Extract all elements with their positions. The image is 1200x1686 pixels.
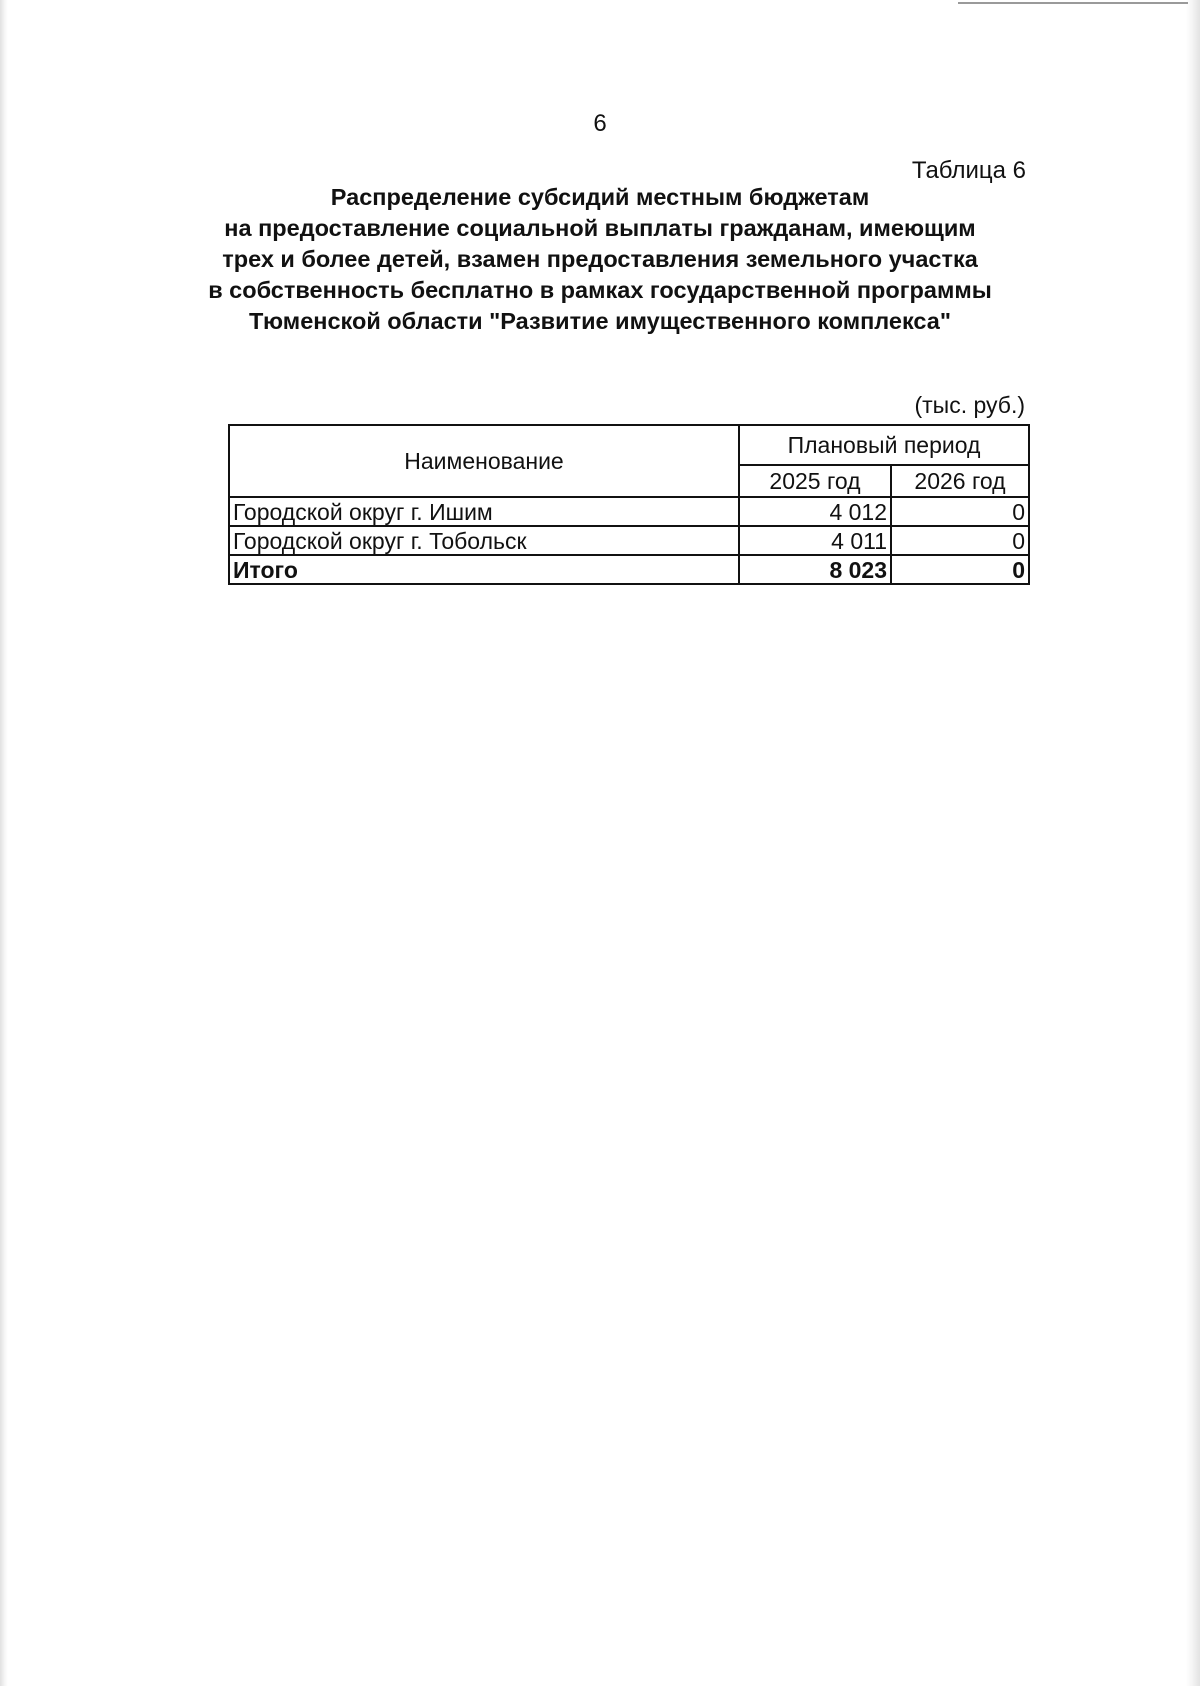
row-name: Городской округ г. Ишим (229, 497, 739, 526)
header-planned-period: Плановый период (739, 425, 1029, 465)
row-name: Городской округ г. Тобольск (229, 526, 739, 555)
total-value-2025: 8 023 (739, 555, 891, 584)
row-value-2026: 0 (891, 497, 1029, 526)
units-label: (тыс. руб.) (914, 392, 1025, 418)
page-number: 6 (593, 110, 607, 137)
title-line: на предоставление социальной выплаты гражданам, имеющим (224, 215, 976, 241)
table-caption: Таблица 6 (911, 157, 1026, 184)
title-line: в собственность бесплатно в рамках государственной программы (208, 277, 992, 303)
subsidy-table (228, 424, 1030, 585)
scan-edge-left (0, 0, 8, 1686)
header-year-2025: 2025 год (739, 465, 891, 497)
row-value-2026: 0 (891, 526, 1029, 555)
scan-artifact-line (958, 2, 1188, 4)
title-line: Распределение субсидий местным бюджетам (330, 184, 870, 210)
table-row (229, 526, 1029, 555)
header-name: Наименование (229, 425, 739, 497)
total-row (229, 555, 1029, 584)
title-line: Тюменской области "Развитие имущественного комплекса" (249, 308, 951, 334)
row-value-2025: 4 011 (739, 526, 891, 555)
row-value-2025: 4 012 (739, 497, 891, 526)
table-row (229, 497, 1029, 526)
scan-edge-right (1186, 0, 1200, 1686)
total-value-2026: 0 (891, 555, 1029, 584)
title-line: трех и более детей, взамен предоставления земельного участка (222, 246, 978, 272)
document-title (200, 182, 1000, 337)
total-label: Итого (229, 555, 739, 584)
header-year-2026: 2026 год (891, 465, 1029, 497)
